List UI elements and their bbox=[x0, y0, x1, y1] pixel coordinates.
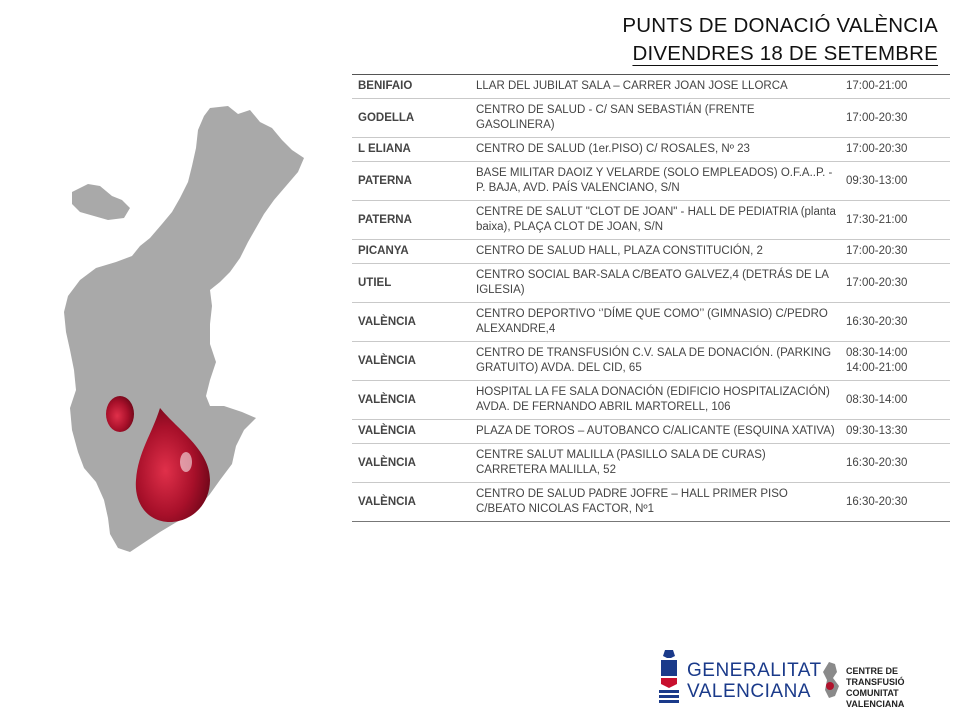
table-row bbox=[352, 444, 950, 483]
hours-cell: 09:30-13:30 bbox=[840, 420, 950, 444]
hours-cell: 08:30-14:00 14:00-21:00 bbox=[840, 342, 950, 381]
city-cell: L ELIANA bbox=[352, 138, 470, 162]
address-cell: CENTRO DE SALUD (1er.PISO) C/ ROSALES, Nº 23 bbox=[470, 138, 840, 162]
map-north-tip bbox=[72, 184, 130, 220]
city-cell: PICANYA bbox=[352, 240, 470, 264]
hours-cell: 17:00-20:30 bbox=[840, 99, 950, 138]
city-cell: VALÈNCIA bbox=[352, 381, 470, 420]
hours-cell: 17:30-21:00 bbox=[840, 201, 950, 240]
city-cell: VALÈNCIA bbox=[352, 444, 470, 483]
table-row bbox=[352, 75, 950, 99]
donation-points-table bbox=[352, 74, 950, 522]
hours-cell: 09:30-13:00 bbox=[840, 162, 950, 201]
city-cell: PATERNA bbox=[352, 162, 470, 201]
table-row bbox=[352, 381, 950, 420]
address-cell: CENTRO DE SALUD PADRE JOFRE – HALL PRIMER PISO C/BEATO NICOLAS FACTOR, Nº1 bbox=[470, 483, 840, 522]
footer-logos bbox=[655, 648, 955, 708]
address-cell: CENTRO DE SALUD HALL, PLAZA CONSTITUCIÓN, 2 bbox=[470, 240, 840, 264]
address-cell: LLAR DEL JUBILAT SALA – CARRER JOAN JOSE LLORCA bbox=[470, 75, 840, 99]
table-row bbox=[352, 162, 950, 201]
city-cell: UTIEL bbox=[352, 264, 470, 303]
table-row bbox=[352, 420, 950, 444]
title-line-2: DIVENDRES 18 DE SETEMBRE bbox=[632, 42, 938, 65]
hours-cell: 17:00-20:30 bbox=[840, 264, 950, 303]
city-cell: PATERNA bbox=[352, 201, 470, 240]
address-cell: CENTRE DE SALUT "CLOT DE JOAN" - HALL DE PEDIATRIA (planta baixa), PLAÇA CLOT DE JOAN, S/N bbox=[470, 201, 840, 240]
hours-cell: 17:00-21:00 bbox=[840, 75, 950, 99]
city-cell: VALÈNCIA bbox=[352, 420, 470, 444]
hours-cell: 16:30-20:30 bbox=[840, 444, 950, 483]
title-line-1: PUNTS DE DONACIÓ VALÈNCIA bbox=[622, 14, 938, 37]
table-row bbox=[352, 201, 950, 240]
valencia-region-map bbox=[60, 100, 320, 560]
hours-cell: 16:30-20:30 bbox=[840, 483, 950, 522]
city-cell: VALÈNCIA bbox=[352, 303, 470, 342]
city-cell: VALÈNCIA bbox=[352, 342, 470, 381]
hours-cell: 16:30-20:30 bbox=[840, 303, 950, 342]
table-row bbox=[352, 138, 950, 162]
transfusion-centre-logo-icon bbox=[821, 660, 843, 700]
address-cell: CENTRO DE TRANSFUSIÓN C.V. SALA DE DONACIÓN. (PARKING GRATUITO) AVDA. DEL CID, 65 bbox=[470, 342, 840, 381]
page-title bbox=[622, 12, 938, 68]
table-row bbox=[352, 240, 950, 264]
address-cell: CENTRO DE SALUD - C/ SAN SEBASTIÁN (FRENTE GASOLINERA) bbox=[470, 99, 840, 138]
hours-cell: 08:30-14:00 bbox=[840, 381, 950, 420]
table-row bbox=[352, 303, 950, 342]
address-cell: PLAZA DE TOROS – AUTOBANCO C/ALICANTE (ESQUINA XATIVA) bbox=[470, 420, 840, 444]
transfusion-centre-logo-text: CENTRE DE TRANSFUSIÓ COMUNITAT VALENCIANA bbox=[846, 666, 905, 709]
city-cell: GODELLA bbox=[352, 99, 470, 138]
hours-cell: 17:00-20:30 bbox=[840, 240, 950, 264]
table-row bbox=[352, 264, 950, 303]
city-cell: VALÈNCIA bbox=[352, 483, 470, 522]
address-cell: HOSPITAL LA FE SALA DONACIÓN (EDIFICIO HOSPITALIZACIÓN) AVDA. DE FERNANDO ABRIL MARTORELL, 106 bbox=[470, 381, 840, 420]
table-row bbox=[352, 342, 950, 381]
city-cell: BENIFAIO bbox=[352, 75, 470, 99]
generalitat-logo-icon bbox=[655, 648, 683, 704]
hours-cell: 17:00-20:30 bbox=[840, 138, 950, 162]
address-cell: CENTRO DEPORTIVO ‘’DÍME QUE COMO’’ (GIMNASIO) C/PEDRO ALEXANDRE,4 bbox=[470, 303, 840, 342]
table-row bbox=[352, 483, 950, 522]
address-cell: CENTRO SOCIAL BAR-SALA C/BEATO GALVEZ,4 (DETRÁS DE LA IGLESIA) bbox=[470, 264, 840, 303]
table-row bbox=[352, 99, 950, 138]
address-cell: BASE MILITAR DAOIZ Y VELARDE (SOLO EMPLEADOS) O.F.A..P. - P. BAJA, AVD. PAÍS VALENCIANO, S/N bbox=[470, 162, 840, 201]
address-cell: CENTRE SALUT MALILLA (PASILLO SALA DE CURAS) CARRETERA MALILLA, 52 bbox=[470, 444, 840, 483]
generalitat-logo-text: GENERALITAT VALENCIANA bbox=[687, 660, 822, 702]
small-blood-drop bbox=[106, 396, 134, 432]
